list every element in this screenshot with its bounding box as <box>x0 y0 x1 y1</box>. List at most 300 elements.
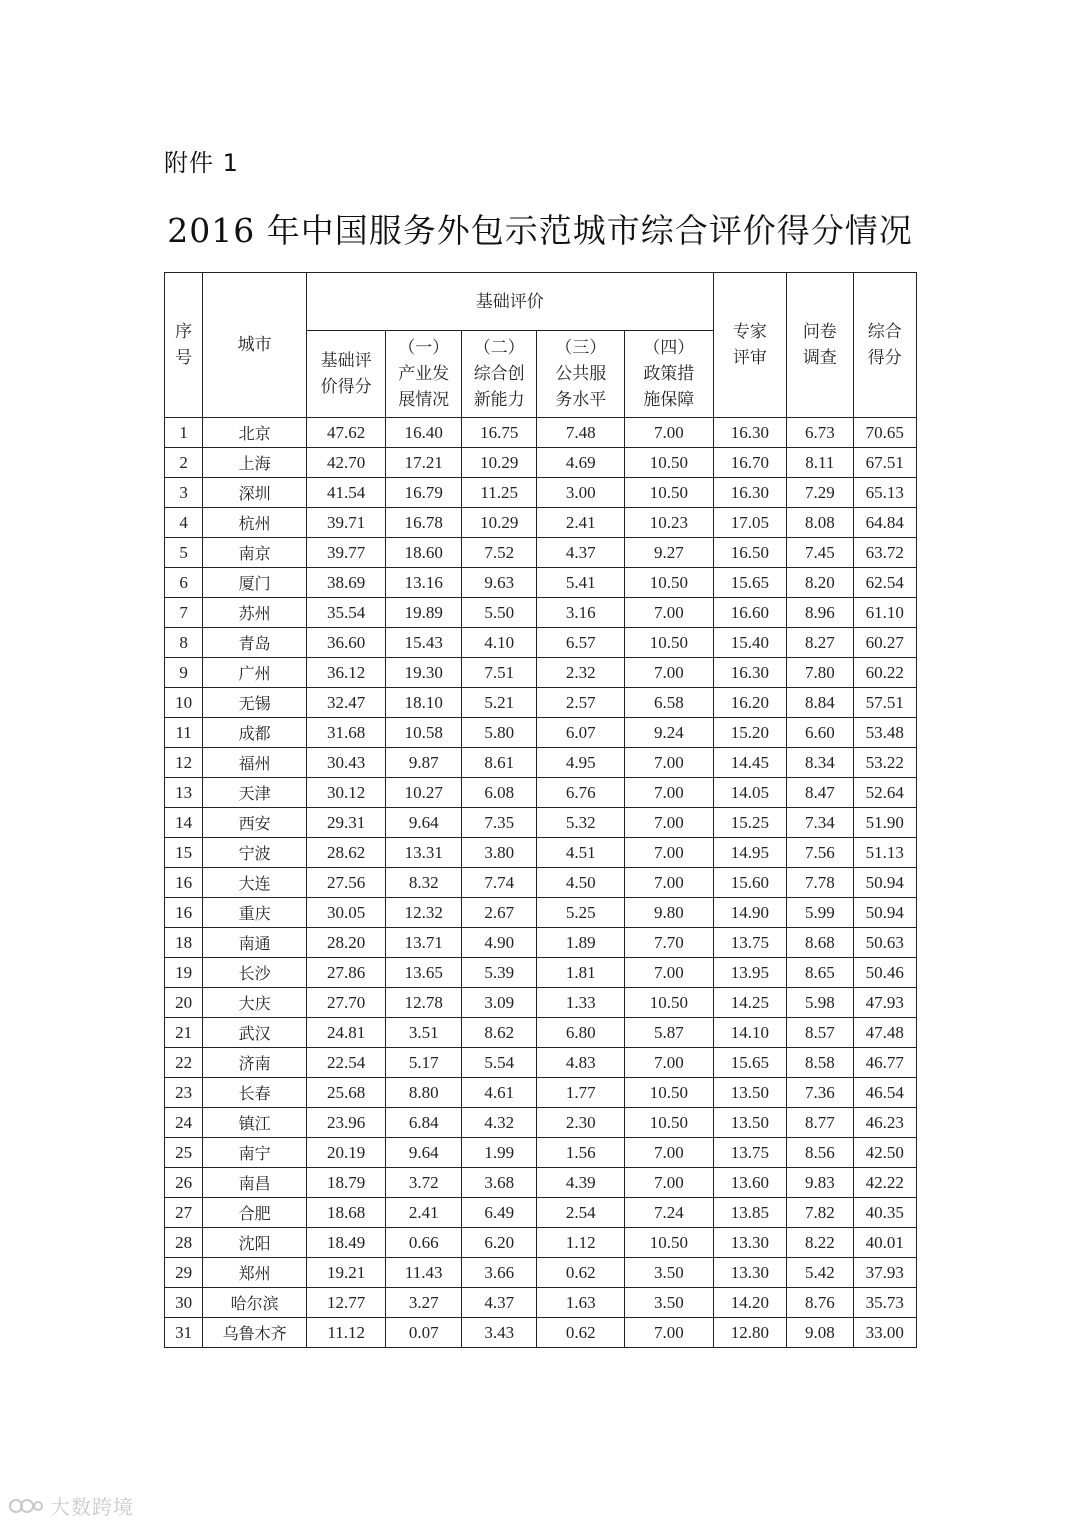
cell-basic-score: 11.12 <box>306 1318 386 1348</box>
cell-sub1: 17.21 <box>386 448 462 478</box>
cell-survey: 8.22 <box>787 1228 853 1258</box>
cell-sub2: 5.21 <box>461 688 537 718</box>
cell-sub1: 16.79 <box>386 478 462 508</box>
cell-expert: 13.50 <box>713 1108 786 1138</box>
cell-sub4: 7.00 <box>625 748 714 778</box>
cell-sub3: 2.54 <box>537 1198 625 1228</box>
table-row <box>165 748 917 778</box>
table-row <box>165 658 917 688</box>
cell-sub3: 4.51 <box>537 838 625 868</box>
cell-sub4: 7.00 <box>625 658 714 688</box>
cell-survey: 8.96 <box>787 598 853 628</box>
cell-city: 广州 <box>203 658 307 688</box>
cell-city: 大连 <box>203 868 307 898</box>
cell-expert: 15.40 <box>713 628 786 658</box>
cell-seq: 20 <box>165 988 203 1018</box>
cell-sub1: 13.31 <box>386 838 462 868</box>
cell-sub2: 7.52 <box>461 538 537 568</box>
cell-sub2: 7.74 <box>461 868 537 898</box>
cell-sub2: 7.35 <box>461 808 537 838</box>
cell-sub1: 9.87 <box>386 748 462 778</box>
cell-sub2: 1.99 <box>461 1138 537 1168</box>
cell-seq: 7 <box>165 598 203 628</box>
cell-seq: 10 <box>165 688 203 718</box>
cell-total: 35.73 <box>853 1288 916 1318</box>
cell-expert: 13.95 <box>713 958 786 988</box>
cell-seq: 29 <box>165 1258 203 1288</box>
table-row <box>165 1198 917 1228</box>
cell-total: 47.48 <box>853 1018 916 1048</box>
cell-sub3: 0.62 <box>537 1318 625 1348</box>
cell-basic-score: 39.71 <box>306 508 386 538</box>
cell-sub4: 10.50 <box>625 448 714 478</box>
cell-total: 51.13 <box>853 838 916 868</box>
cell-survey: 7.56 <box>787 838 853 868</box>
cell-sub4: 7.00 <box>625 598 714 628</box>
cell-basic-score: 42.70 <box>306 448 386 478</box>
cell-seq: 28 <box>165 1228 203 1258</box>
cell-sub4: 3.50 <box>625 1288 714 1318</box>
table-row <box>165 988 917 1018</box>
table-row <box>165 1138 917 1168</box>
cell-city: 福州 <box>203 748 307 778</box>
table-row <box>165 1168 917 1198</box>
cell-survey: 8.58 <box>787 1048 853 1078</box>
cell-sub4: 7.00 <box>625 1138 714 1168</box>
table-row <box>165 628 917 658</box>
cell-sub3: 4.37 <box>537 538 625 568</box>
table-row <box>165 808 917 838</box>
cell-city: 大庆 <box>203 988 307 1018</box>
cell-sub3: 1.77 <box>537 1078 625 1108</box>
cell-sub4: 9.24 <box>625 718 714 748</box>
cell-survey: 8.47 <box>787 778 853 808</box>
cell-basic-score: 31.68 <box>306 718 386 748</box>
cell-survey: 6.60 <box>787 718 853 748</box>
cell-basic-score: 27.56 <box>306 868 386 898</box>
header-sub2: （二） 综合创 新能力 <box>461 331 537 418</box>
cell-expert: 13.30 <box>713 1258 786 1288</box>
cell-basic-score: 30.43 <box>306 748 386 778</box>
cell-expert: 13.60 <box>713 1168 786 1198</box>
cell-survey: 8.11 <box>787 448 853 478</box>
cell-total: 46.77 <box>853 1048 916 1078</box>
header-sub3: （三） 公共服 务水平 <box>537 331 625 418</box>
cell-city: 哈尔滨 <box>203 1288 307 1318</box>
cell-sub1: 2.41 <box>386 1198 462 1228</box>
cell-city: 南京 <box>203 538 307 568</box>
cell-seq: 25 <box>165 1138 203 1168</box>
cell-city: 杭州 <box>203 508 307 538</box>
cell-survey: 7.34 <box>787 808 853 838</box>
cell-seq: 4 <box>165 508 203 538</box>
table-row <box>165 1318 917 1348</box>
table-row <box>165 538 917 568</box>
cell-city: 苏州 <box>203 598 307 628</box>
cell-sub1: 9.64 <box>386 808 462 838</box>
cell-expert: 14.05 <box>713 778 786 808</box>
cell-total: 62.54 <box>853 568 916 598</box>
cell-total: 65.13 <box>853 478 916 508</box>
table-row <box>165 778 917 808</box>
cell-sub1: 16.78 <box>386 508 462 538</box>
watermark <box>8 1491 134 1520</box>
cell-basic-score: 20.19 <box>306 1138 386 1168</box>
cell-sub2: 6.20 <box>461 1228 537 1258</box>
cell-sub4: 7.70 <box>625 928 714 958</box>
watermark-text: 大数跨境 <box>50 1495 134 1519</box>
table-row <box>165 1228 917 1258</box>
header-city: 城市 <box>203 273 307 418</box>
cell-sub2: 2.67 <box>461 898 537 928</box>
cell-expert: 14.45 <box>713 748 786 778</box>
cell-sub3: 0.62 <box>537 1258 625 1288</box>
cell-sub4: 7.24 <box>625 1198 714 1228</box>
cell-sub3: 7.48 <box>537 418 625 448</box>
cell-basic-score: 18.49 <box>306 1228 386 1258</box>
cell-sub3: 1.12 <box>537 1228 625 1258</box>
cell-total: 61.10 <box>853 598 916 628</box>
cell-seq: 18 <box>165 928 203 958</box>
cell-basic-score: 18.79 <box>306 1168 386 1198</box>
cell-total: 60.27 <box>853 628 916 658</box>
cell-total: 50.63 <box>853 928 916 958</box>
cell-sub3: 6.57 <box>537 628 625 658</box>
cell-total: 63.72 <box>853 538 916 568</box>
table-row <box>165 868 917 898</box>
cell-sub3: 5.41 <box>537 568 625 598</box>
cell-sub2: 3.09 <box>461 988 537 1018</box>
cell-sub4: 7.00 <box>625 418 714 448</box>
cell-basic-score: 24.81 <box>306 1018 386 1048</box>
table-row <box>165 928 917 958</box>
cell-sub4: 3.50 <box>625 1258 714 1288</box>
cell-sub4: 10.50 <box>625 1078 714 1108</box>
cell-expert: 15.20 <box>713 718 786 748</box>
cell-expert: 16.30 <box>713 418 786 448</box>
cell-total: 37.93 <box>853 1258 916 1288</box>
cell-sub1: 0.66 <box>386 1228 462 1258</box>
cell-total: 53.48 <box>853 718 916 748</box>
cell-sub2: 4.61 <box>461 1078 537 1108</box>
cell-total: 47.93 <box>853 988 916 1018</box>
cell-sub3: 4.83 <box>537 1048 625 1078</box>
cell-total: 70.65 <box>853 418 916 448</box>
cell-sub3: 2.41 <box>537 508 625 538</box>
cell-sub3: 4.69 <box>537 448 625 478</box>
cell-city: 天津 <box>203 778 307 808</box>
table-row <box>165 688 917 718</box>
cell-sub2: 6.08 <box>461 778 537 808</box>
cell-sub3: 1.89 <box>537 928 625 958</box>
cell-total: 40.35 <box>853 1198 916 1228</box>
cell-basic-score: 25.68 <box>306 1078 386 1108</box>
cell-expert: 13.75 <box>713 928 786 958</box>
cell-city: 南宁 <box>203 1138 307 1168</box>
cell-sub2: 10.29 <box>461 448 537 478</box>
cell-sub1: 3.51 <box>386 1018 462 1048</box>
cell-sub1: 11.43 <box>386 1258 462 1288</box>
cell-city: 厦门 <box>203 568 307 598</box>
cell-basic-score: 32.47 <box>306 688 386 718</box>
cell-seq: 5 <box>165 538 203 568</box>
cell-expert: 16.70 <box>713 448 786 478</box>
cell-sub1: 18.10 <box>386 688 462 718</box>
cell-survey: 5.98 <box>787 988 853 1018</box>
cell-sub4: 10.50 <box>625 568 714 598</box>
cell-total: 57.51 <box>853 688 916 718</box>
cell-basic-score: 18.68 <box>306 1198 386 1228</box>
cell-sub2: 5.50 <box>461 598 537 628</box>
cell-sub3: 6.76 <box>537 778 625 808</box>
cell-expert: 15.65 <box>713 568 786 598</box>
cell-seq: 16 <box>165 868 203 898</box>
cell-seq: 30 <box>165 1288 203 1318</box>
cell-survey: 7.80 <box>787 658 853 688</box>
table-row <box>165 1288 917 1318</box>
header-basic-group: 基础评价 <box>306 273 713 331</box>
cell-basic-score: 47.62 <box>306 418 386 448</box>
cell-expert: 14.25 <box>713 988 786 1018</box>
cell-basic-score: 29.31 <box>306 808 386 838</box>
cell-seq: 31 <box>165 1318 203 1348</box>
cell-sub3: 1.63 <box>537 1288 625 1318</box>
cell-expert: 16.30 <box>713 658 786 688</box>
cell-seq: 16 <box>165 898 203 928</box>
cell-sub3: 2.32 <box>537 658 625 688</box>
cell-seq: 23 <box>165 1078 203 1108</box>
cell-survey: 7.82 <box>787 1198 853 1228</box>
table-row <box>165 1108 917 1138</box>
cell-total: 64.84 <box>853 508 916 538</box>
document-title: 2016 年中国服务外包示范城市综合评价得分情况 <box>167 211 913 250</box>
cell-city: 南通 <box>203 928 307 958</box>
cell-survey: 8.27 <box>787 628 853 658</box>
cell-sub3: 4.50 <box>537 868 625 898</box>
cell-city: 青岛 <box>203 628 307 658</box>
cell-expert: 16.50 <box>713 538 786 568</box>
cell-seq: 12 <box>165 748 203 778</box>
cell-seq: 3 <box>165 478 203 508</box>
cell-sub1: 16.40 <box>386 418 462 448</box>
cell-sub4: 5.87 <box>625 1018 714 1048</box>
cell-seq: 19 <box>165 958 203 988</box>
cell-expert: 13.30 <box>713 1228 786 1258</box>
table-row <box>165 838 917 868</box>
cell-seq: 13 <box>165 778 203 808</box>
cell-sub1: 10.58 <box>386 718 462 748</box>
header-basic-score: 基础评 价得分 <box>306 331 386 418</box>
table-row <box>165 1018 917 1048</box>
header-seq: 序 号 <box>165 273 203 418</box>
cell-basic-score: 28.62 <box>306 838 386 868</box>
cell-total: 33.00 <box>853 1318 916 1348</box>
cell-basic-score: 23.96 <box>306 1108 386 1138</box>
cell-survey: 8.20 <box>787 568 853 598</box>
header-expert: 专家 评审 <box>713 273 786 418</box>
cell-city: 镇江 <box>203 1108 307 1138</box>
cell-seq: 1 <box>165 418 203 448</box>
cell-basic-score: 22.54 <box>306 1048 386 1078</box>
cell-sub3: 6.80 <box>537 1018 625 1048</box>
cell-total: 42.22 <box>853 1168 916 1198</box>
cell-sub3: 2.30 <box>537 1108 625 1138</box>
cell-survey: 8.34 <box>787 748 853 778</box>
header-total: 综合 得分 <box>853 273 916 418</box>
cell-basic-score: 36.12 <box>306 658 386 688</box>
cell-sub1: 6.84 <box>386 1108 462 1138</box>
cell-seq: 11 <box>165 718 203 748</box>
cell-sub2: 3.43 <box>461 1318 537 1348</box>
cell-expert: 16.20 <box>713 688 786 718</box>
header-survey: 问卷 调查 <box>787 273 853 418</box>
score-table <box>164 272 917 1348</box>
cell-seq: 8 <box>165 628 203 658</box>
cell-sub2: 3.80 <box>461 838 537 868</box>
cell-sub4: 10.50 <box>625 988 714 1018</box>
cell-sub1: 12.32 <box>386 898 462 928</box>
cell-survey: 8.84 <box>787 688 853 718</box>
cell-sub4: 9.80 <box>625 898 714 928</box>
table-row <box>165 478 917 508</box>
cell-basic-score: 30.12 <box>306 778 386 808</box>
cell-expert: 15.25 <box>713 808 786 838</box>
cell-sub1: 13.71 <box>386 928 462 958</box>
cell-basic-score: 28.20 <box>306 928 386 958</box>
cell-city: 乌鲁木齐 <box>203 1318 307 1348</box>
cell-sub2: 3.66 <box>461 1258 537 1288</box>
cell-sub4: 7.00 <box>625 868 714 898</box>
cell-sub1: 3.72 <box>386 1168 462 1198</box>
cell-sub1: 0.07 <box>386 1318 462 1348</box>
cell-survey: 8.68 <box>787 928 853 958</box>
cell-basic-score: 12.77 <box>306 1288 386 1318</box>
cell-survey: 8.77 <box>787 1108 853 1138</box>
cell-city: 上海 <box>203 448 307 478</box>
cell-city: 深圳 <box>203 478 307 508</box>
cell-basic-score: 41.54 <box>306 478 386 508</box>
cell-city: 沈阳 <box>203 1228 307 1258</box>
cell-seq: 9 <box>165 658 203 688</box>
cell-sub2: 9.63 <box>461 568 537 598</box>
cell-sub1: 5.17 <box>386 1048 462 1078</box>
cell-basic-score: 27.86 <box>306 958 386 988</box>
cell-sub1: 8.32 <box>386 868 462 898</box>
cell-sub3: 4.39 <box>537 1168 625 1198</box>
cell-expert: 16.30 <box>713 478 786 508</box>
cell-sub4: 6.58 <box>625 688 714 718</box>
cell-expert: 17.05 <box>713 508 786 538</box>
cell-total: 67.51 <box>853 448 916 478</box>
cell-sub1: 8.80 <box>386 1078 462 1108</box>
cell-sub4: 7.00 <box>625 1048 714 1078</box>
cell-sub1: 3.27 <box>386 1288 462 1318</box>
cell-sub2: 5.80 <box>461 718 537 748</box>
cell-seq: 15 <box>165 838 203 868</box>
cell-sub2: 7.51 <box>461 658 537 688</box>
cell-sub3: 5.25 <box>537 898 625 928</box>
table-row <box>165 448 917 478</box>
cell-sub2: 5.39 <box>461 958 537 988</box>
cell-survey: 8.56 <box>787 1138 853 1168</box>
cell-basic-score: 39.77 <box>306 538 386 568</box>
cell-survey: 6.73 <box>787 418 853 448</box>
cell-city: 郑州 <box>203 1258 307 1288</box>
cell-sub3: 1.81 <box>537 958 625 988</box>
table-row <box>165 418 917 448</box>
table-row <box>165 718 917 748</box>
cell-survey: 7.36 <box>787 1078 853 1108</box>
cell-sub2: 10.29 <box>461 508 537 538</box>
cell-basic-score: 35.54 <box>306 598 386 628</box>
header-sub1: （一） 产业发 展情况 <box>386 331 462 418</box>
cell-total: 46.54 <box>853 1078 916 1108</box>
cell-total: 50.94 <box>853 868 916 898</box>
cell-sub1: 10.27 <box>386 778 462 808</box>
cell-sub1: 15.43 <box>386 628 462 658</box>
cell-city: 宁波 <box>203 838 307 868</box>
table-row <box>165 568 917 598</box>
cell-sub1: 13.16 <box>386 568 462 598</box>
cell-sub4: 7.00 <box>625 778 714 808</box>
cell-sub2: 11.25 <box>461 478 537 508</box>
cell-total: 46.23 <box>853 1108 916 1138</box>
cell-basic-score: 19.21 <box>306 1258 386 1288</box>
cell-total: 52.64 <box>853 778 916 808</box>
cell-survey: 8.57 <box>787 1018 853 1048</box>
cell-sub4: 7.00 <box>625 1318 714 1348</box>
cell-sub4: 7.00 <box>625 808 714 838</box>
cell-city: 北京 <box>203 418 307 448</box>
cell-basic-score: 38.69 <box>306 568 386 598</box>
cell-total: 51.90 <box>853 808 916 838</box>
cell-sub2: 4.32 <box>461 1108 537 1138</box>
cell-sub2: 6.49 <box>461 1198 537 1228</box>
cell-city: 济南 <box>203 1048 307 1078</box>
cell-sub4: 10.50 <box>625 1228 714 1258</box>
cell-sub4: 10.50 <box>625 628 714 658</box>
watermark-logo-icon <box>8 1496 44 1516</box>
cell-basic-score: 30.05 <box>306 898 386 928</box>
cell-seq: 22 <box>165 1048 203 1078</box>
cell-city: 无锡 <box>203 688 307 718</box>
cell-sub4: 10.23 <box>625 508 714 538</box>
table-row <box>165 508 917 538</box>
cell-total: 53.22 <box>853 748 916 778</box>
cell-expert: 16.60 <box>713 598 786 628</box>
cell-survey: 9.83 <box>787 1168 853 1198</box>
cell-sub2: 4.10 <box>461 628 537 658</box>
header-sub4: （四） 政策措 施保障 <box>625 331 714 418</box>
cell-basic-score: 27.70 <box>306 988 386 1018</box>
table-row <box>165 898 917 928</box>
cell-sub1: 19.89 <box>386 598 462 628</box>
cell-survey: 7.78 <box>787 868 853 898</box>
cell-city: 南昌 <box>203 1168 307 1198</box>
cell-total: 50.46 <box>853 958 916 988</box>
cell-sub4: 10.50 <box>625 478 714 508</box>
table-row <box>165 1048 917 1078</box>
cell-city: 重庆 <box>203 898 307 928</box>
attachment-label: 附件 1 <box>164 149 239 177</box>
score-table-body <box>165 418 917 1348</box>
cell-seq: 24 <box>165 1108 203 1138</box>
cell-total: 40.01 <box>853 1228 916 1258</box>
cell-sub2: 8.61 <box>461 748 537 778</box>
cell-survey: 8.65 <box>787 958 853 988</box>
cell-sub2: 16.75 <box>461 418 537 448</box>
cell-sub3: 1.33 <box>537 988 625 1018</box>
